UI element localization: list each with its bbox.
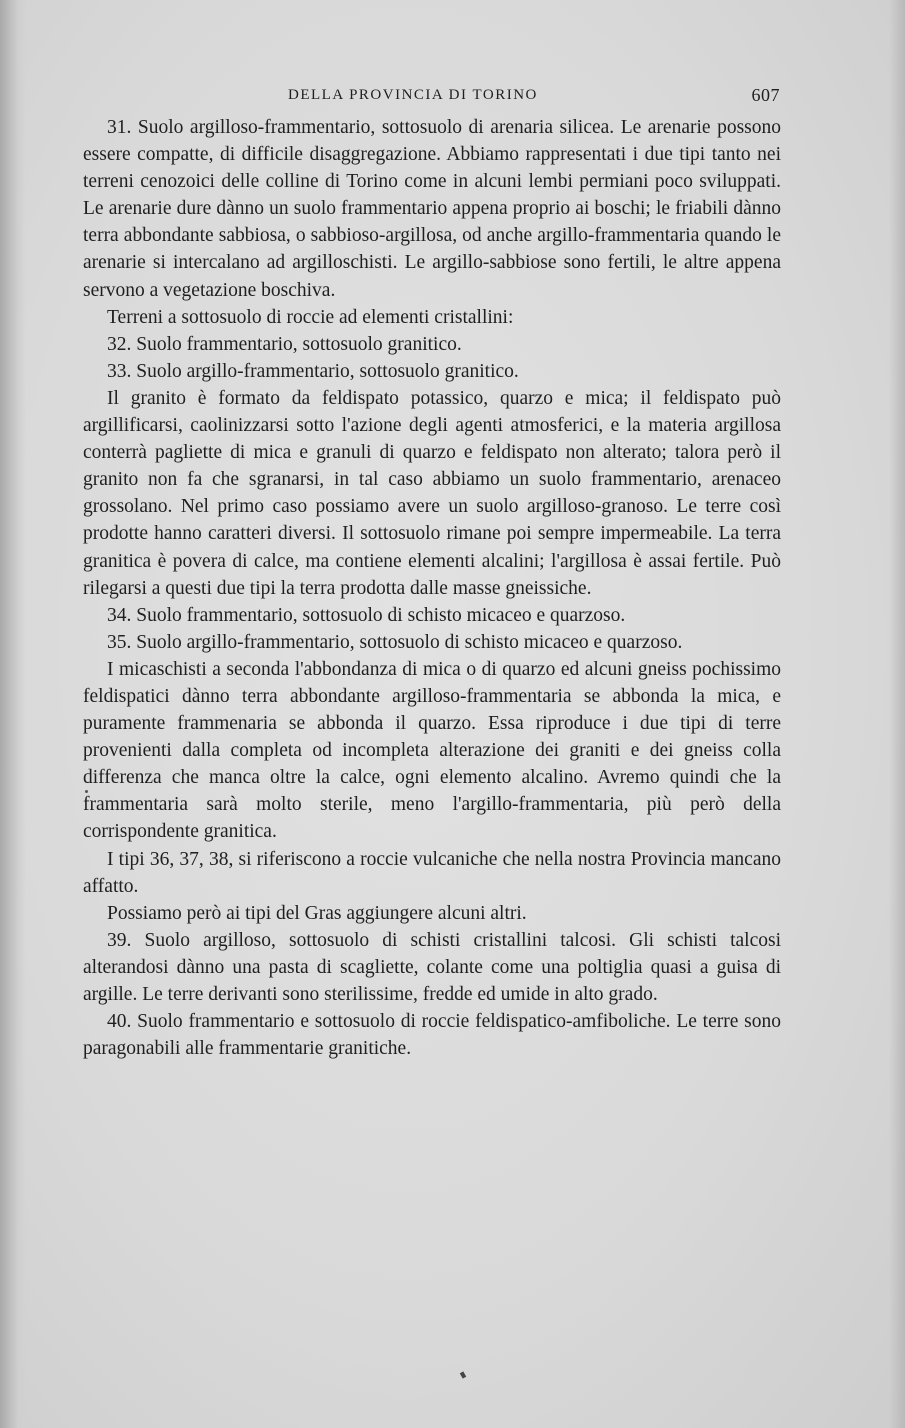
paragraph-40: 40. Suolo frammentario e sottosuolo di roccie feldispatico-amfiboliche. Le terre sono paragonabili alle frammentarie granitiche.: [83, 1011, 781, 1060]
margin-speck: [85, 790, 88, 793]
running-title: DELLA PROVINCIA DI TORINO: [288, 87, 538, 103]
paragraph-31: 31. Suolo argilloso-frammentario, sottosuolo di arenaria silicea. Le arenarie possono essere compatte, di difficile disaggregazione. Abbiamo rappresentati i due tipi tanto nei terreni cenozoici delle colline di Torino come in alcuni lembi permiani poco sviluppati. Le arenarie dure dànno un suolo frammentario appena proprio ai boschi; le friabili dànno terra abbondante sabbiosa, o sabbioso-argillosa, od anche argillo-frammentaria quando le arenarie si intercalano ad argilloschisti. Le argillo-sabbiose sono fertili, le altre appena servono a vegetazione boschiva.: [83, 117, 781, 301]
paragraph-34: 34. Suolo frammentario, sottosuolo di schisto micaceo e quarzoso.: [107, 604, 626, 626]
paragraph-32: 32. Suolo frammentario, sottosuolo granitico.: [107, 333, 462, 355]
page-edge-left-shadow: [0, 0, 26, 1428]
paragraph-granite: Il granito è formato da feldispato potassico, quarzo e mica; il feldispato può argillificarsi, caolinizzarsi sotto l'azione degli agenti atmosferici, e la materia argillosa conterrà pagliette di mica e granuli di quarzo e feldispato non alterato; talora però il granito non fa che sgranarsi, in tal caso abbiamo un suolo frammentario, arenaceo grossolano. Nel primo caso possiamo avere un suolo argilloso-granoso. Le terre così prodotte hanno caratteri diversi. Il sottosuolo rimane poi sempre impermeabile. La terra granitica è povera di calce, ma contiene elementi alcalini; l'argillosa è assai fertile. Può rilegarsi a questi due tipi la terra prodotta dalle masse gneissiche.: [83, 387, 781, 599]
paragraph-gras: Possiamo però ai tipi del Gras aggiungere alcuni altri.: [107, 902, 527, 924]
paragraph-volcanic: I tipi 36, 37, 38, si riferiscono a roccie vulcaniche che nella nostra Provincia mancano affatto.: [83, 848, 781, 897]
paragraph-33: 33. Suolo argillo-frammentario, sottosuolo granitico.: [107, 360, 519, 382]
paragraph-micaschist: I micaschisti a seconda l'abbondanza di mica o di quarzo ed alcuni gneiss pochissimo feldispatici dànno terra abbondante argilloso-frammentaria se abbonda la mica, e puramente frammenaria se abbonda il quarzo. Essa riproduce i due tipi di terre provenienti dalla completa od incompleta alterazione dei graniti e dei gneiss colla differenza che manca oltre la calce, ogni elemento alcalino. Avremo quindi che la frammentaria sarà molto sterile, meno l'argillo-frammentaria, più però della corrispondente granitica.: [83, 658, 781, 843]
bottom-speck: [460, 1371, 466, 1378]
paragraph-39: 39. Suolo argilloso, sottosuolo di schisti cristallini talcosi. Gli schisti talcosi alterandosi dànno una pasta di scagliette, colante come una poltiglia quasi a guisa di argille. Le terre derivanti sono sterilissime, fredde ed umide in alto grado.: [83, 929, 781, 1005]
page-number: 607: [751, 85, 780, 105]
page-header: [108, 87, 780, 109]
paragraph-crystalline-intro: Terreni a sottosuolo di roccie ad elementi cristallini:: [107, 306, 514, 328]
body-text: [83, 114, 781, 1062]
page-edge-right-shadow: [889, 0, 905, 1428]
paragraph-35: 35. Suolo argillo-frammentario, sottosuolo di schisto micaceo e quarzoso.: [107, 631, 683, 653]
